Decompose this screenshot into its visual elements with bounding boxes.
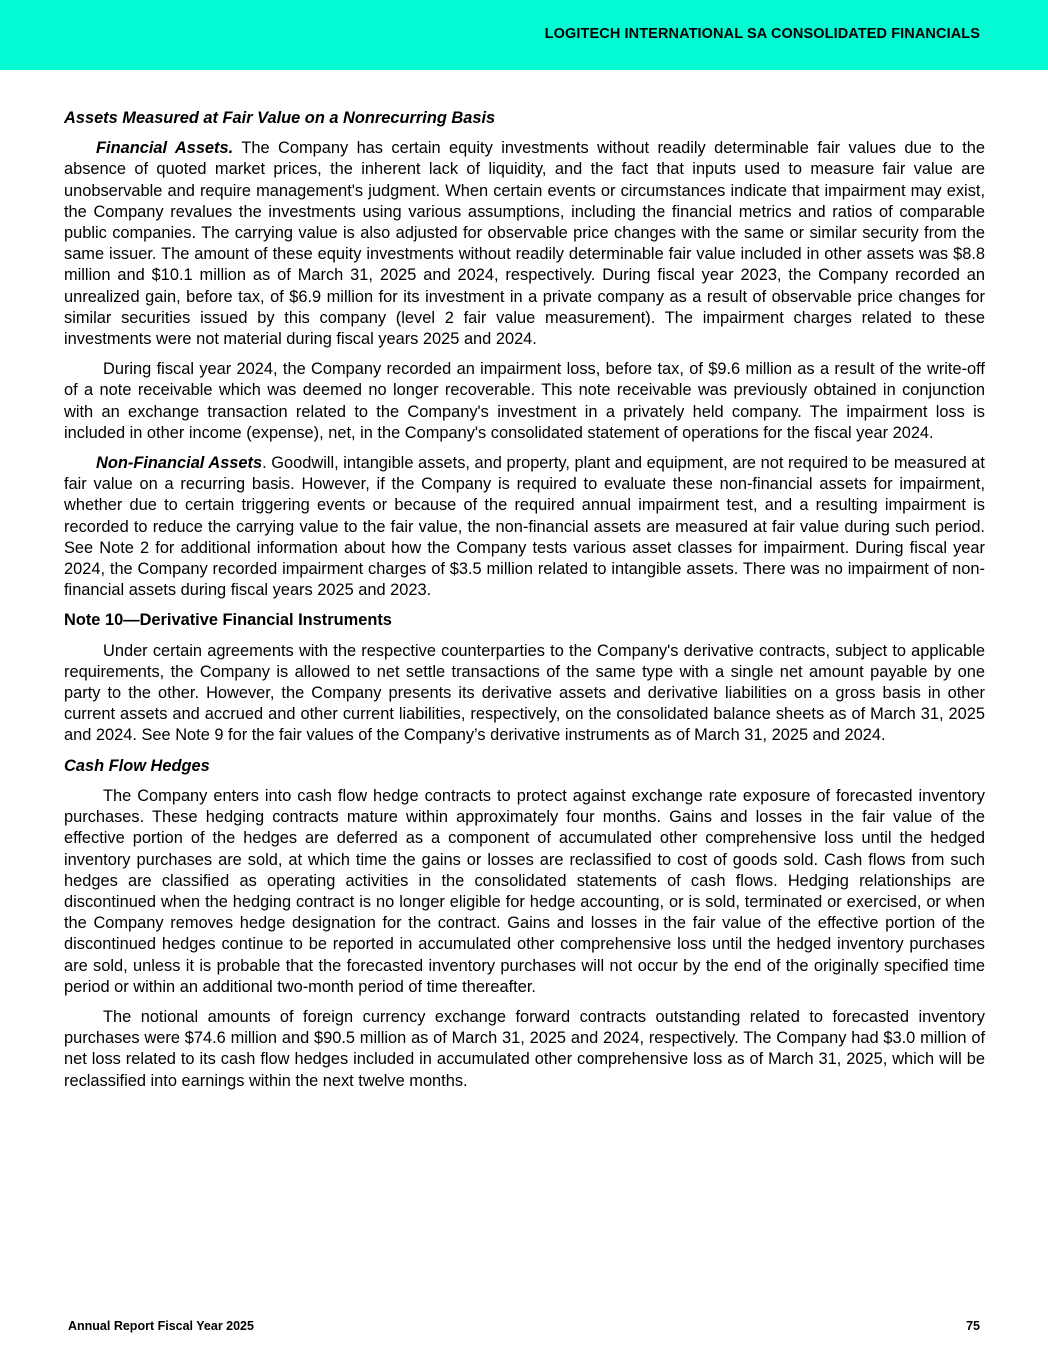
paragraph-text: . Goodwill, intangible assets, and property, plant and equipment, are not required to be measured at fair value on a recurring basis. However, if the Company is required to evaluate these non-financial assets for impairment, whether due to certain triggering events or because of the required annual impairment test, and a resulting impairment is recorded to reduce the carrying value to the fair value, the non-financial assets are measured at fair value during such period. See Note 2 for additional information about how the Company tests various asset classes for impairment. During fiscal year 2024, the Company recorded impairment charges of $3.5 million related to intangible assets. There was no impairment of non-financial assets during fiscal years 2025 and 2023. xyxy=(64,454,985,600)
paragraph-lead: Financial Assets. xyxy=(96,139,234,158)
section-heading-note-10: Note 10—Derivative Financial Instruments xyxy=(64,611,392,630)
page-content xyxy=(64,108,985,1101)
footer-page-number: 75 xyxy=(966,1319,980,1333)
paragraph-text: The Company has certain equity investments without readily determinable fair values due to the absence of quoted market prices, the inherent lack of liquidity, and the fact that inputs used to measure fair value are unobservable and require management's judgment. When certain events or circumstances indicate that impairment may exist, the Company revalues the investments using various assumptions, including the financial metrics and ratios of comparable public companies. The carrying value is also adjusted for observable price changes with the same or similar security from the same issuer. The amount of these equity investments without readily determinable fair value included in other assets was $8.8 million and $10.1 million as of March 31, 2025 and 2024, respectively. During fiscal year 2023, the Company recorded an unrealized gain, before tax, of $6.9 million for its investment in a private company as a result of observable price changes for similar securities issued by this company (level 2 fair value measurement). The impairment charges related to these investments were not material during fiscal years 2025 and 2024. xyxy=(64,139,985,349)
paragraph-non-financial-assets xyxy=(64,453,985,601)
section-heading-nonrecurring: Assets Measured at Fair Value on a Nonrecurring Basis xyxy=(64,109,496,127)
footer-report-title: Annual Report Fiscal Year 2025 xyxy=(68,1319,254,1333)
paragraph-notional-amounts: The notional amounts of foreign currency exchange forward contracts outstanding related to forecasted inventory purchases were $74.6 million and $90.5 million as of March 31, 2025 and 2024, respectively. The Company had $3.0 million of net loss related to its cash flow hedges included in accumulated other comprehensive loss as of March 31, 2025, which will be reclassified into earnings within the next twelve months. xyxy=(64,1007,985,1090)
paragraph-financial-assets xyxy=(64,138,985,350)
paragraph-impairment-loss: During fiscal year 2024, the Company recorded an impairment loss, before tax, of $9.6 million as a result of the write-off of a note receivable which was deemed no longer recoverable. This note receivable was previously obtained in conjunction with an exchange transaction related to the Company's investment in a privately held company. The impairment loss is included in other income (expense), net, in the Company's consolidated statement of operations for the fiscal year 2024. xyxy=(64,360,985,442)
header-band xyxy=(0,0,1048,70)
paragraph-lead: Non-Financial Assets xyxy=(96,454,263,473)
section-heading-cash-flow-hedges: Cash Flow Hedges xyxy=(64,756,210,775)
header-title: LOGITECH INTERNATIONAL SA CONSOLIDATED FINANCIALS xyxy=(544,26,980,42)
paragraph-derivative-agreements: Under certain agreements with the respective counterparties to the Company's derivative contracts, subject to applicable requirements, the Company is allowed to net settle transactions of the same type with a single net amount payable by one party to the other. However, the Company presents its derivative assets and derivative liabilities on a gross basis in other current assets and accrued and other current liabilities, respectively, on the consolidated balance sheets as of March 31, 2025 and 2024. See Note 9 for the fair values of the Company’s derivative instruments as of March 31, 2025 and 2024. xyxy=(64,641,985,745)
paragraph-cash-flow-hedges: The Company enters into cash flow hedge contracts to protect against exchange rate exposure of forecasted inventory purchases. These hedging contracts mature within approximately four months. Gains and losses in the fair value of the effective portion of the hedges are deferred as a component of accumulated other comprehensive loss until the hedged inventory purchases are sold, at which time the gains or losses are reclassified to cost of goods sold. Cash flows from such hedges are classified as operating activities in the consolidated statements of cash flows. Hedging relationships are discontinued when the hedging contract is no longer eligible for hedge accounting, or is sold, terminated or exercised, or when the Company removes hedge designation for the contract. Gains and losses in the fair value of the effective portion of the discontinued hedges continue to be reported in accumulated other comprehensive loss until the hedged inventory purchases are sold, unless it is probable that the forecasted inventory purchases will not occur by the end of the originally specified time period or within an additional two-month period of time thereafter. xyxy=(64,786,985,996)
